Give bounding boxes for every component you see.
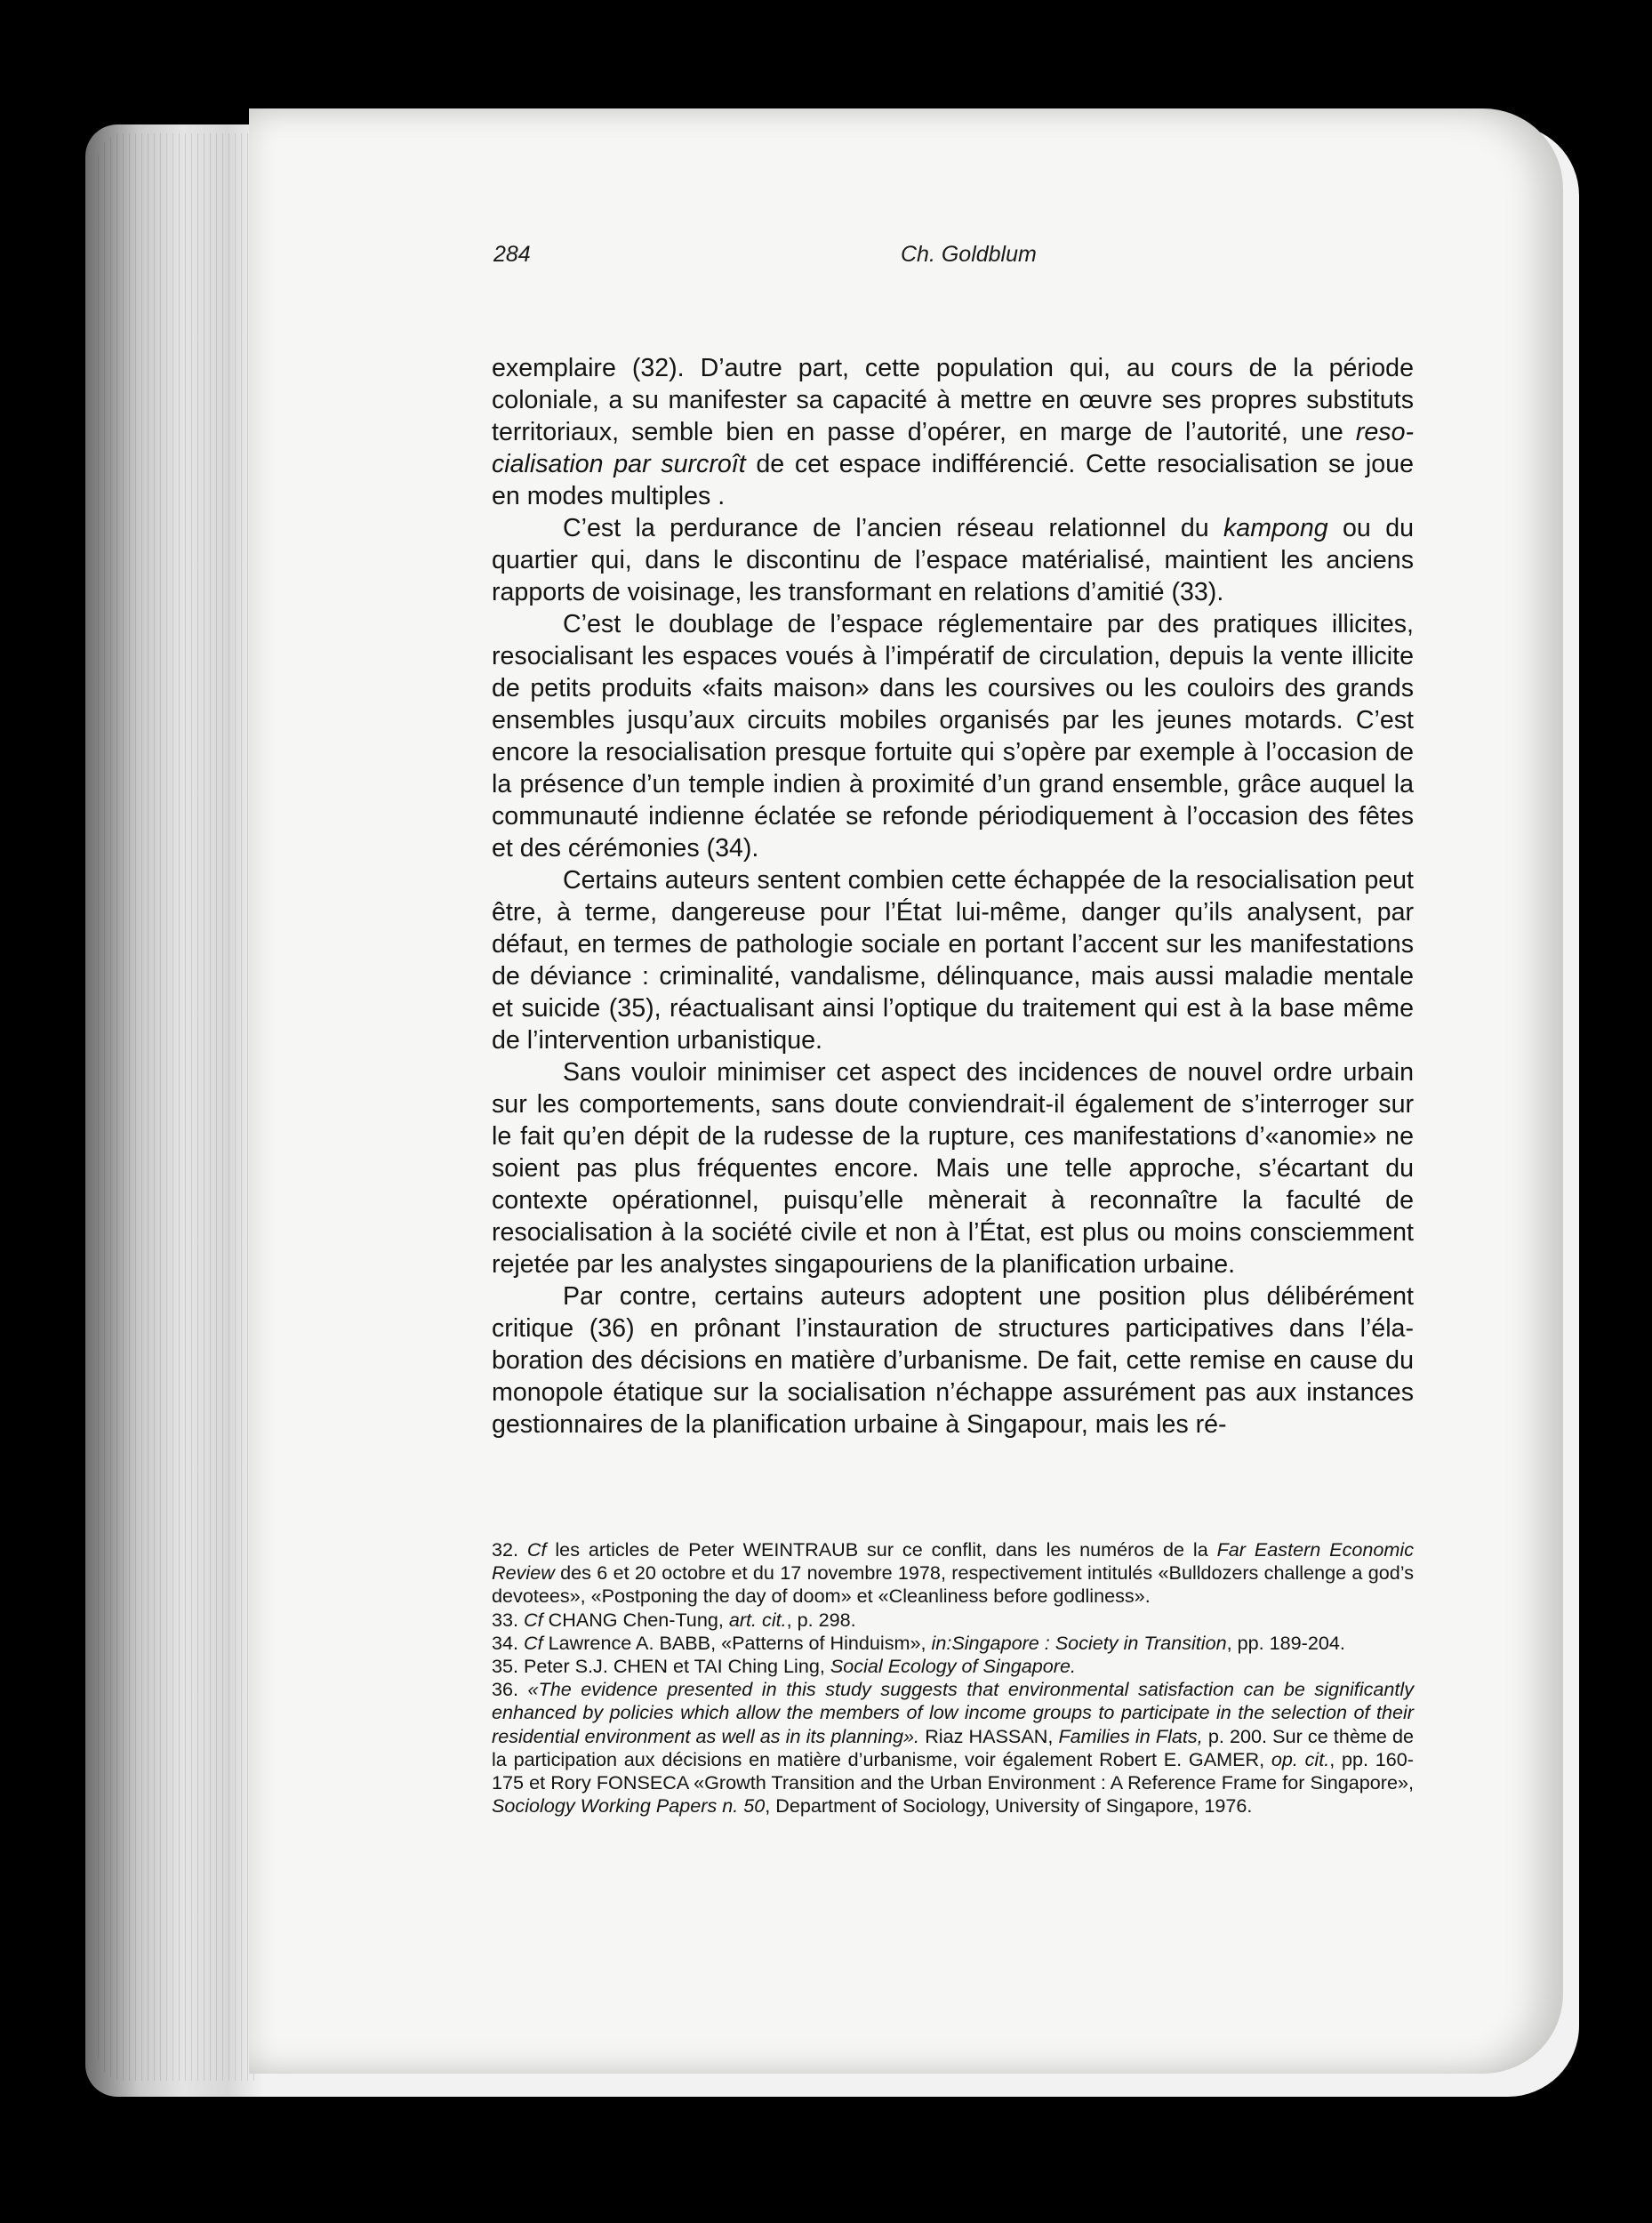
paragraph: exemplaire (32). D’autre part, cette population qui, au cours de la période coloniale, a su manifester sa capacité à mettre en œuvre ses propres substituts territoriaux, semble bien en passe d’opérer, en marge de l’autorité, une resocialisation par surcroît de cet espace indifférencié. Cette resocialisation se joue en modes multiples .: [492, 354, 1414, 510]
page-header: [493, 242, 1414, 277]
footnote-33: 33. Cf CHANG Chen-Tung, art. cit., p. 298.: [492, 1608, 856, 1631]
footnote-36: 36. «The evidence presented in this study suggests that environmental satisfaction can be significantly enhanced by policies which allow the members of low income groups to participate in the selection of their residential environment as well as in its planning». Riaz HASSAN, Families in Flats, p. 200. Sur ce thème de la participation aux décisions en matière d’urbanisme, voir également Robert E. GAMER, op. cit., pp. 160-175 et Rory FONSECA «Growth Transition and the Urban Environment : A Reference Frame for Singapore», Sociology Working Papers n. 50, Department of Sociology, University of Singapore, 1976.: [492, 1678, 1415, 1818]
emphasis: kampong: [1223, 514, 1328, 542]
paragraph: Certains auteurs sentent combien cette échappée de la resocialisation peut être, à terme, dangereuse pour l’État lui-même, danger qu’ils analysent, par défaut, en termes de pathologie sociale en portant l’accent sur les manifestations de déviance : criminalité, vandalisme, délinquance, mais aussi maladie mentale et suicide (35), réactualisant ainsi l’optique du traitement qui est à la base même de l’intervention urbanistique.: [492, 866, 1414, 1055]
paragraph: C’est la perdurance de l’ancien réseau relationnel du kampong ou du quartier qui, dans le discontinu de l’espace matérialisé, maintient les anciens rapports de voisinage, les transformant en relations d’amitié (33).: [492, 514, 1414, 606]
footnote-32: 32. Cf les articles de Peter WEINTRAUB sur ce conflit, dans les numéros de la Far Eastern Economic Review des 6 et 20 octobre et du 17 novembre 1978, respectivement intitulés «Bulldozers challenge a god’s devotees», «Postponing the day of doom» et «Cleanliness before godliness».: [492, 1538, 1414, 1608]
footnotes: [492, 1538, 1414, 1818]
emphasis: resocialisation par surcroît: [492, 418, 1414, 478]
running-head: Ch. Goldblum: [901, 242, 1037, 267]
paragraph: Par contre, certains auteurs adoptent une position plus délibérément critique (36) en prônant l’instauration de structures participatives dans l’élaboration des décisions en matière d’urbanisme. De fait, cette remise en cause du monopole étatique sur la socialisation n’échappe assurément pas aux instances gestionnaires de la planification urbaine à Singapour, mais les ré-: [492, 1282, 1414, 1439]
body-text: [492, 352, 1414, 1441]
paragraph: Sans vouloir minimiser cet aspect des incidences de nouvel ordre urbain sur les comportements, sans doute conviendrait-il également de s’interroger sur le fait qu’en dépit de la rudesse de la rupture, ces manifestations d’«anomie» ne soient pas plus fréquentes encore. Mais une telle approche, s’écartant du contexte opérationnel, puisqu’elle mènerait à reconnaître la faculté de resocialisation à la société civile et non à l’État, est plus ou moins consciemment rejetée par les analystes singapouriens de la planification urbaine.: [492, 1058, 1414, 1279]
footnote-34: 34. Cf Lawrence A. BABB, «Patterns of Hinduism», in:Singapore : Society in Transition, pp. 189-204.: [492, 1631, 1345, 1654]
paragraph: C’est le doublage de l’espace réglementaire par des pratiques illicites, resocialisant les espaces voués à l’impératif de circulation, depuis la vente illicite de petits produits «faits maison» dans les coursives ou les couloirs des grands ensembles jusqu’aux circuits mobiles organisés par les jeunes motards. C’est encore la resocialisation presque fortuite qui s’opère par exemple à l’occasion de la présence d’un temple indien à proximité d’un grand ensemble, grâce auquel la communauté indienne éclatée se refonde périodiquement à l’occasion des fêtes et des cérémonies (34).: [492, 610, 1414, 863]
footnote-35: 35. Peter S.J. CHEN et TAI Ching Ling, Social Ecology of Singapore.: [492, 1655, 1076, 1678]
page-edges: [98, 133, 258, 2081]
page-number: 284: [493, 242, 531, 267]
